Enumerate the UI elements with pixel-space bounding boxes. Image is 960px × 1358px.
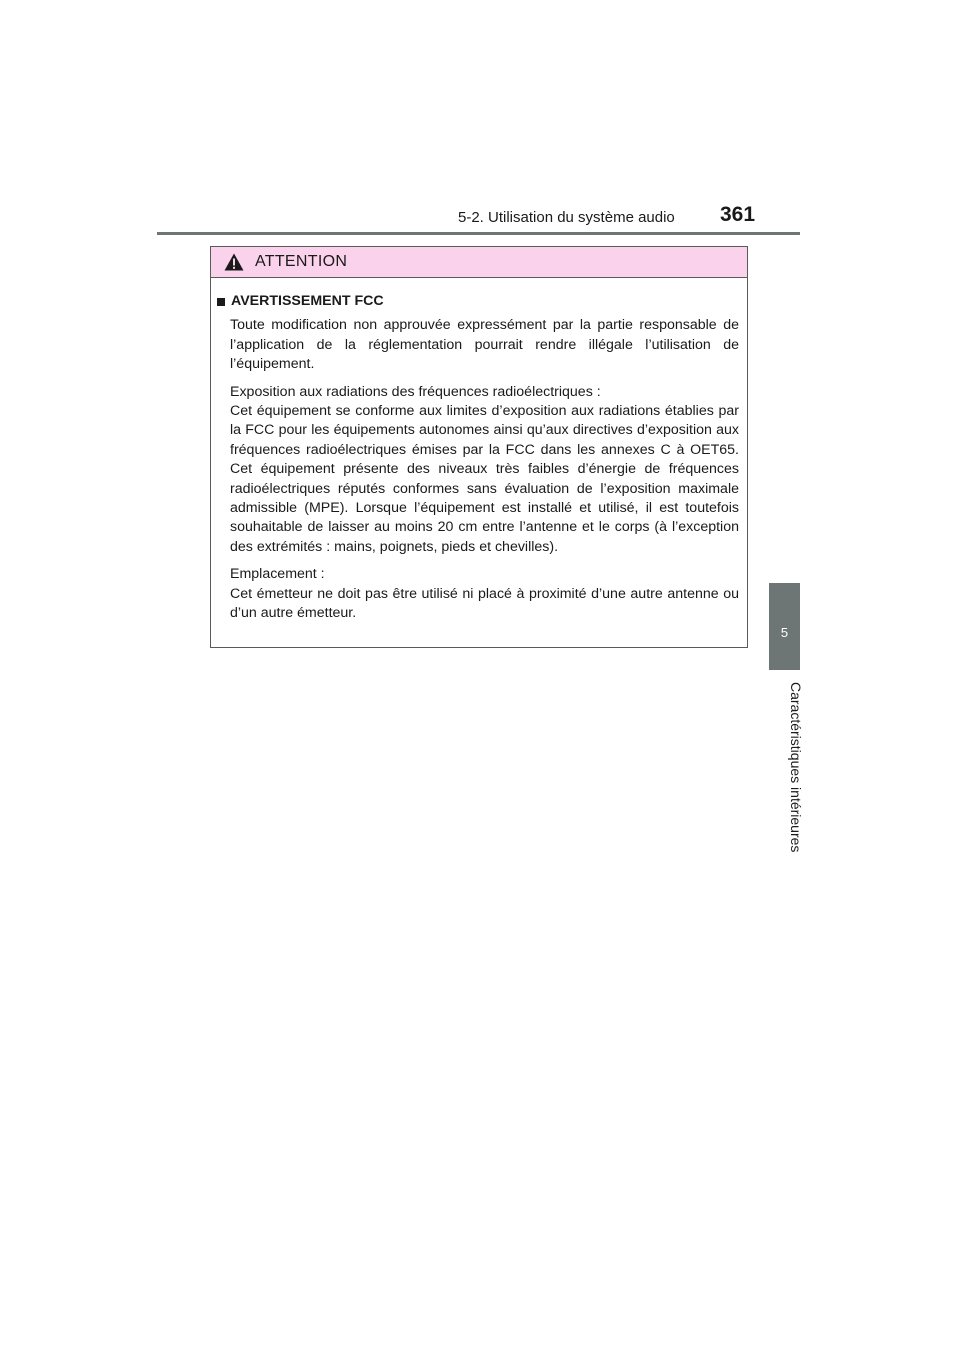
- chapter-number: 5: [780, 625, 789, 640]
- section-heading: [217, 292, 739, 311]
- page-number: 361: [720, 203, 756, 226]
- caution-header: [211, 247, 747, 278]
- chapter-tab: [769, 583, 800, 670]
- warning-triangle-icon: [224, 253, 244, 271]
- fcc-heading: AVERTISSEMENT FCC: [231, 293, 384, 309]
- header-divider: [157, 232, 800, 235]
- location-text: Cet émetteur ne doit pas être utilisé ni placé à proximité d’une autre antenne ou d’un autre émetteur.: [230, 585, 739, 622]
- square-bullet-icon: [217, 298, 225, 306]
- caution-box: [210, 246, 748, 648]
- location-heading: Emplacement :: [230, 566, 325, 583]
- caution-title: ATTENTION: [255, 253, 348, 270]
- location-paragraph: [230, 565, 739, 623]
- modification-paragraph: Toute modification non approuvée expressément par la partie responsable de l’application de la réglementation pourrait rendre illégale l’utilisation de l’équipement.: [230, 317, 739, 373]
- exposure-paragraph: [230, 383, 739, 558]
- section-title: 5-2. Utilisation du système audio: [458, 209, 675, 226]
- chapter-label: Caractéristiques intérieures: [788, 682, 804, 853]
- exposure-heading: Exposition aux radiations des fréquences radioélectriques :: [230, 383, 601, 400]
- caution-body: [211, 278, 747, 624]
- exposure-text: Cet équipement se conforme aux limites d’exposition aux radiations établies par la FCC pour les équipements autonomes ainsi qu’aux directives d’exposition aux fréquences radioélectriques émises par la FCC dans les annexes C à OET65. Cet équipement présente des niveaux très faibles d’énergie de fréquences radioélectriques réputés conformes sans évaluation de l’exposition maximale admissible (MPE). Lorsque l’équipement est installé et utilisé, il est toutefois souhaitable de laisser au moins 20 cm entre l’antenne et le corps (à l’exception des extrémités : mains, poignets, pieds et chevilles).: [230, 403, 739, 555]
